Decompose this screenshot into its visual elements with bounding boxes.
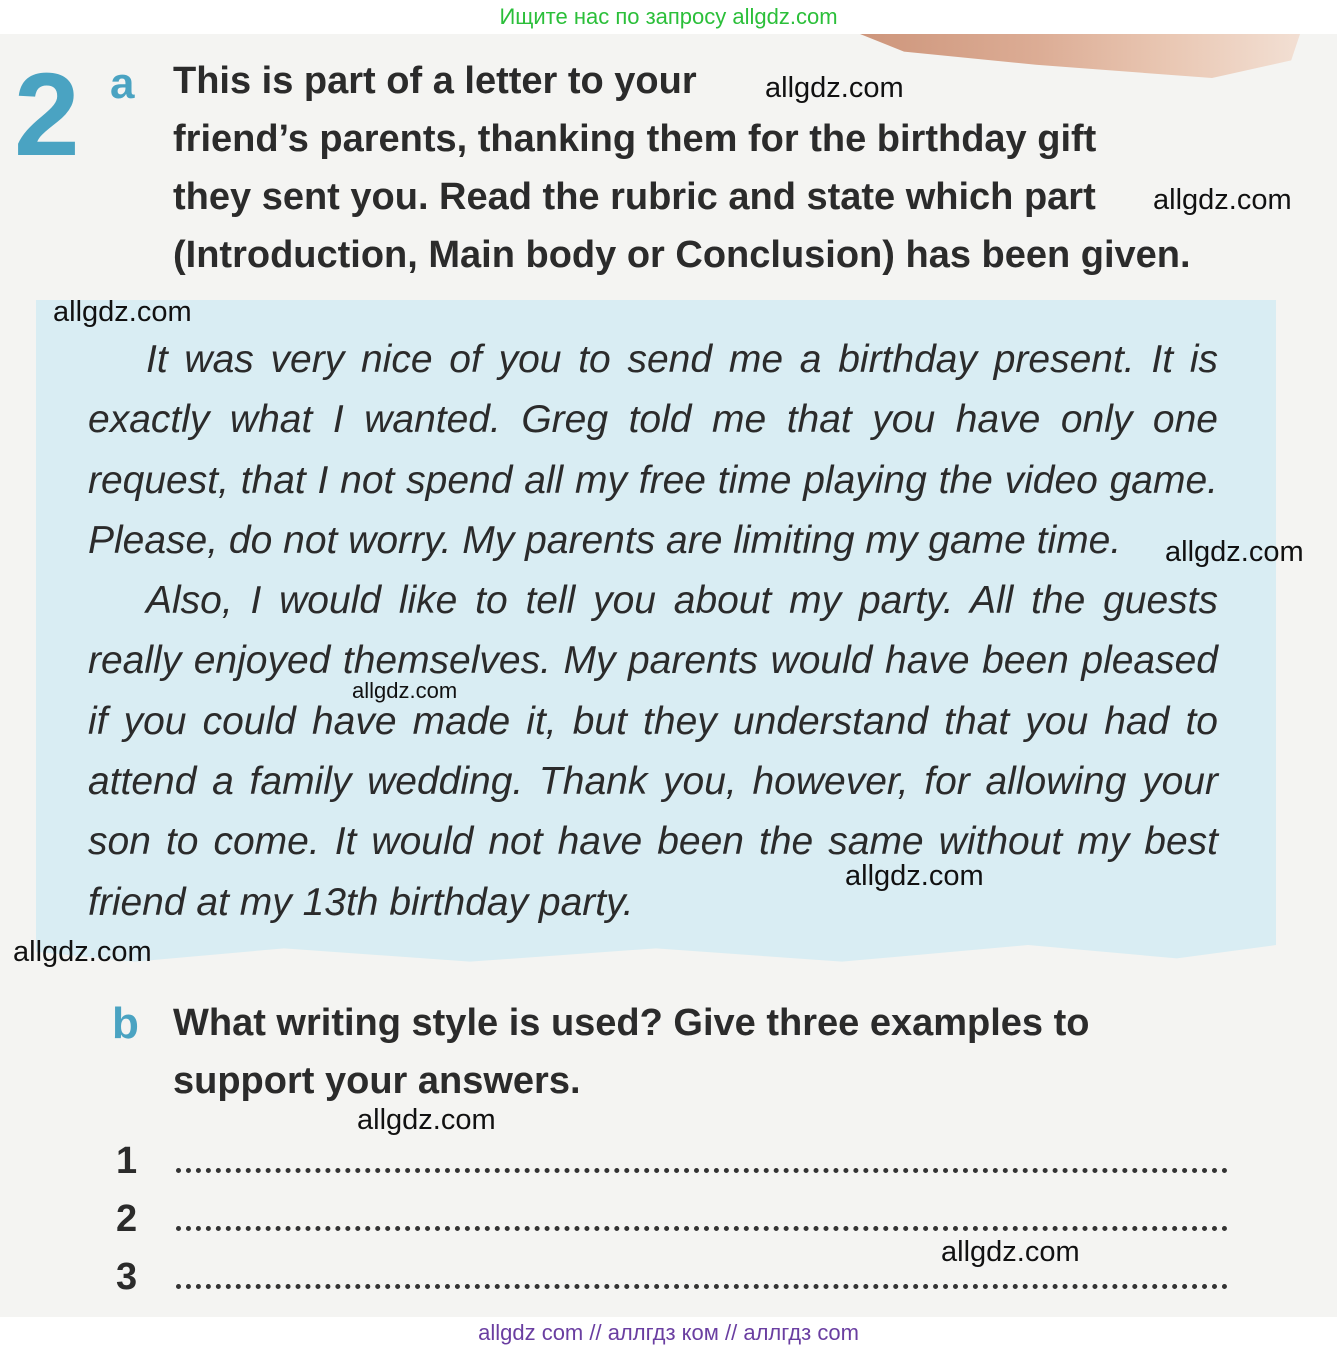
instruction-line: This is part of a letter to your	[173, 60, 697, 102]
answer-dotted-line[interactable]	[176, 1226, 1228, 1231]
watermark: allgdz.com	[13, 936, 152, 968]
letter-excerpt	[88, 330, 1218, 933]
instruction-line: support your answers.	[173, 1060, 581, 1102]
answer-dotted-line[interactable]	[176, 1284, 1228, 1289]
letter-paragraph: It was very nice of you to send me a birthday present. It is exactly what I wanted. Greg told me that you have only one request, that I not spend all my free time playing the video game. Please, do not worry. My parents are limiting my game time.	[88, 338, 1218, 562]
instruction-line: (Introduction, Main body or Conclusion) has been given.	[173, 234, 1191, 276]
instruction-line: What writing style is used? Give three examples to	[173, 1002, 1090, 1044]
part-b-label: b	[112, 999, 139, 1048]
watermark: allgdz.com	[352, 678, 458, 703]
footer-watermark: allgdz com // аллгдз ком // аллгдз com	[0, 1317, 1337, 1351]
instruction-line: they sent you. Read the rubric and state which part	[173, 176, 1096, 218]
answer-dotted-line[interactable]	[176, 1168, 1228, 1173]
part-a-label: a	[110, 59, 135, 108]
top-search-banner: Ищите нас по запросу allgdz.com	[0, 0, 1337, 34]
watermark: allgdz.com	[53, 296, 192, 328]
answer-row-2[interactable]	[116, 1198, 1228, 1238]
watermark: allgdz.com	[1153, 184, 1292, 216]
answer-number: 2	[116, 1198, 138, 1240]
answer-number: 3	[116, 1256, 138, 1298]
answer-number: 1	[116, 1140, 138, 1182]
part-a-instructions	[173, 52, 1283, 284]
part-b-instructions	[173, 994, 1283, 1110]
watermark: allgdz.com	[941, 1236, 1080, 1268]
watermark: allgdz.com	[845, 860, 984, 892]
watermark: allgdz.com	[357, 1104, 496, 1136]
instruction-line: friend’s parents, thanking them for the birthday gift	[173, 118, 1097, 160]
watermark: allgdz.com	[765, 72, 904, 104]
letter-paragraph: Also, I would like to tell you about my party. All the guests really enjoyed themselves. My parents would have been pleased if you could have made it, but they understand that you had to attend a family wedding. Thank you, however, for allowing your son to come. It would not have been the same without my best friend at my 13th birthday party.	[88, 579, 1218, 924]
exercise-number: 2	[14, 49, 80, 181]
watermark: allgdz.com	[1165, 536, 1304, 568]
answer-row-1[interactable]	[116, 1140, 1228, 1180]
